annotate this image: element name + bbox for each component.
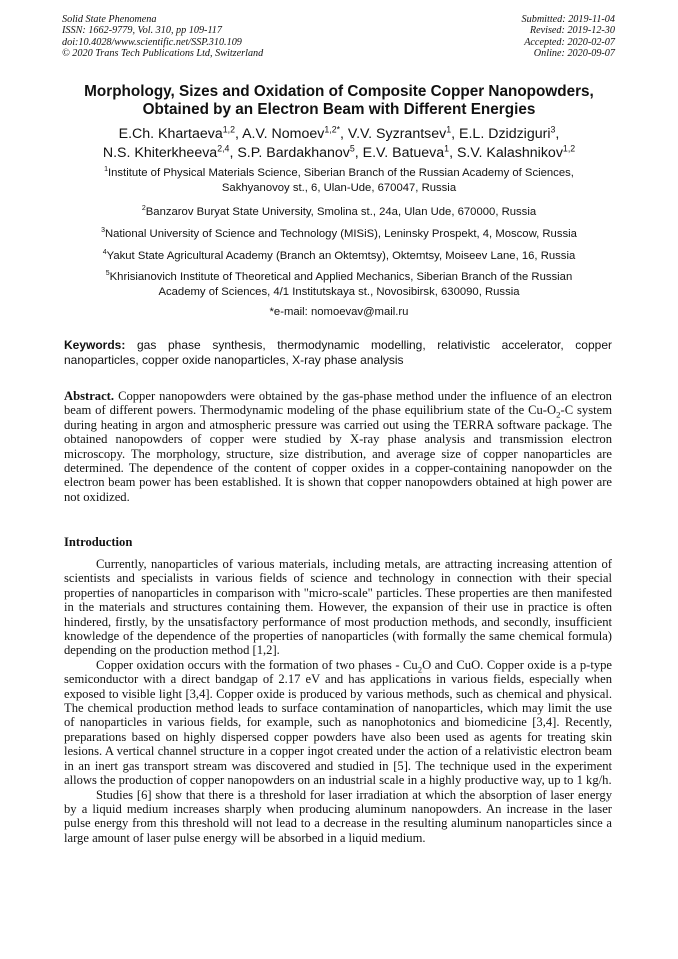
- paragraph-subscript: 2: [417, 664, 423, 675]
- affiliation-text: Khrisianovich Institute of Theoretical and Applied Mechanics, Siberian Branch of the Russian: [109, 271, 573, 283]
- affiliation-text: Banzarov Buryat State University, Smolina st., 24a, Ulan Ude, 670000, Russia: [145, 206, 537, 218]
- author-affiliation-mark: 1,2: [562, 142, 576, 153]
- affiliation-4: [40, 249, 638, 264]
- affiliation-mark: 1: [104, 166, 108, 174]
- affiliation-mark: 2: [141, 205, 146, 213]
- keywords-block: [64, 338, 612, 369]
- author-line-1: [30, 125, 648, 144]
- author-separator: ,: [449, 144, 457, 161]
- author-affiliation-mark: 3: [550, 124, 556, 135]
- affiliation-2: [40, 205, 638, 220]
- author-name: E.L. Dzidziguri: [459, 126, 551, 142]
- author-affiliation-mark: 1: [446, 124, 452, 135]
- journal-name: Solid State Phenomena: [62, 14, 157, 25]
- date-accepted: Accepted: 2020-02-07: [524, 36, 615, 48]
- date-online: Online: 2020-09-07: [533, 48, 615, 60]
- author-separator: ,: [229, 144, 238, 161]
- abstract-subscript: 2: [556, 409, 561, 420]
- abstract-text: Copper nanopowders were obtained by the gas-phase method under the influence of an electron beam of different powers. Thermodynamic modeling of the phase equilibrium state of the Cu-O: [64, 389, 612, 418]
- title-line-1: Morphology, Sizes and Oxidation of Composite Copper Nanopowders,: [84, 83, 594, 100]
- author-name: V.V. Syzrantsev: [347, 126, 447, 142]
- author-affiliation-mark: 1: [444, 142, 450, 153]
- author-affiliation-mark: 1,2*: [324, 124, 341, 135]
- author-separator: ,: [340, 126, 348, 142]
- keywords-label: Keywords:: [64, 338, 126, 352]
- introduction-body: [64, 557, 612, 845]
- journal-copyright: © 2020 Trans Tech Publications Ltd, Switzerland: [62, 48, 264, 60]
- author-affiliation-mark: 5: [349, 142, 355, 153]
- abstract-text: -C system during heating in argon and atmospheric pressure was carried out using the TERRA software package. The obtained nanopowders of copper were studied by X-ray phase analysis and transmission electron microscopy. The morphology, structure, size distribution, and average size of copper nanoparticles are determined. The dependence of the content of copper oxides in a copper-containing nanopowder on the electron beam power has been established. It is shown that copper nanopowders obtained at high power are not oxidized.: [64, 403, 612, 504]
- author-affiliation-mark: 1,2: [222, 124, 235, 135]
- corresponding-email[interactable]: *e-mail: nomoevav@mail.ru: [269, 306, 409, 318]
- affiliation-mark: 4: [102, 249, 107, 257]
- journal-issn: ISSN: 1662-9779, Vol. 310, pp 109-117: [62, 25, 222, 37]
- affiliation-1: [40, 166, 638, 195]
- author-line-2: [30, 144, 648, 163]
- author-separator: ,: [555, 126, 560, 142]
- abstract-label: Abstract.: [64, 389, 115, 403]
- paragraph: Studies [6] show that there is a threshold for laser irradiation at which the absorption of laser energy by a liquid medium increases sharply when producing aluminum nanopowders. An increase in the laser pulse energy from this threshold will not lead to a decrease in the resulting aluminum nanoparticles since a large amount of laser pulse energy will be absorbed in a liquid medium.: [64, 787, 612, 845]
- date-submitted: Submitted: 2019-11-04: [521, 14, 615, 25]
- title-line-2: Obtained by an Electron Beam with Different Energies: [142, 100, 536, 118]
- affiliation-text: Academy of Sciences, 4/1 Institutskaya st., Novosibirsk, 630090, Russia: [158, 285, 520, 298]
- date-revised: Revised: 2019-12-30: [529, 25, 615, 37]
- journal-doi[interactable]: doi:10.4028/www.scientific.net/SSP.310.109: [62, 36, 242, 48]
- affiliation-text: Yakut State Agricultural Academy (Branch an Oktemtsy), Oktemtsy, Moiseev Lane, 16, Russia: [106, 250, 576, 262]
- paragraph: [64, 658, 612, 788]
- paragraph-text: O and CuO. Copper oxide is a p-type semiconductor with a direct bandgap of 2.17 eV and has applications in various fields, especially when exposed to visible light [3,4]. Copper oxide is produced by various methods, such as chemical and physical. The chemical production method leads to surface contamination of nanoparticles, which may limit the use of nanoparticles in various fields, for example, such as nanophotonics and biomedicine [3,4]. Recently, preparations based on highly dispersed copper powders have also been used as agents for treating skin lesions. A vertical channel structure in a copper ingot created under the action of a relativistic electron beam in an inert gas transport stream was discovered and studied in [5]. The technique used in the experiment allows the production of copper nanopowders on an industrial scale in a highly productive way, up to 1 kg/h.: [64, 657, 612, 788]
- author-name: N.S. Khiterkheeva: [102, 144, 218, 161]
- journal-header-left: [62, 14, 263, 60]
- paper-title: [40, 83, 638, 118]
- paragraph: Currently, nanoparticles of various materials, including metals, are attracting increasing attention of scientists and specialists in various fields of science and technology in connection with their special properties of nanoparticles in comparison with "micro-scale" particles. These properties are then manifested in the materials and structures containing them. However, the expansion of their use in practice is often hindered, firstly, by the unsatisfactory performance of most production methods, and secondly, insufficient knowledge of the dependence of the properties of nanoparticles (with formally the same chemical formula) depending on the production method [1,2].: [64, 557, 612, 658]
- affiliation-text: National University of Science and Technology (MISiS), Leninsky Prospekt, 4, Moscow, Russia: [104, 228, 577, 240]
- abstract-block: [64, 389, 612, 504]
- affiliation-text: Institute of Physical Materials Science, Siberian Branch of the Russian Academy of Sciences,: [107, 167, 574, 179]
- keywords-text: gas phase synthesis, thermodynamic modelling, relativistic accelerator, copper nanoparticles, copper oxide nanoparticles, X-ray phase analysis: [64, 338, 612, 368]
- author-name: A.V. Nomoev: [242, 126, 325, 142]
- affiliation-mark: 3: [101, 227, 105, 235]
- affiliation-5: [40, 270, 638, 299]
- author-name: E.V. Batueva: [362, 144, 445, 161]
- author-name: S.V. Kalashnikov: [456, 144, 563, 161]
- introduction-heading: Introduction: [64, 535, 133, 549]
- author-affiliation-mark: 2,4: [217, 142, 230, 153]
- author-separator: ,: [234, 126, 243, 142]
- affiliation-3: [40, 227, 638, 242]
- paragraph-text: Copper oxidation occurs with the formation of two phases - Cu: [96, 657, 418, 672]
- author-separator: ,: [451, 126, 460, 142]
- author-name: S.P. Bardakhanov: [237, 144, 350, 161]
- affiliation-mark: 5: [105, 270, 110, 278]
- author-list: [30, 125, 648, 162]
- author-separator: ,: [354, 144, 363, 161]
- author-name: E.Ch. Khartaeva: [118, 126, 223, 142]
- affiliation-text: Sakhyanovoy st., 6, Ulan-Ude, 670047, Russia: [221, 181, 457, 194]
- journal-header-right: [522, 14, 615, 60]
